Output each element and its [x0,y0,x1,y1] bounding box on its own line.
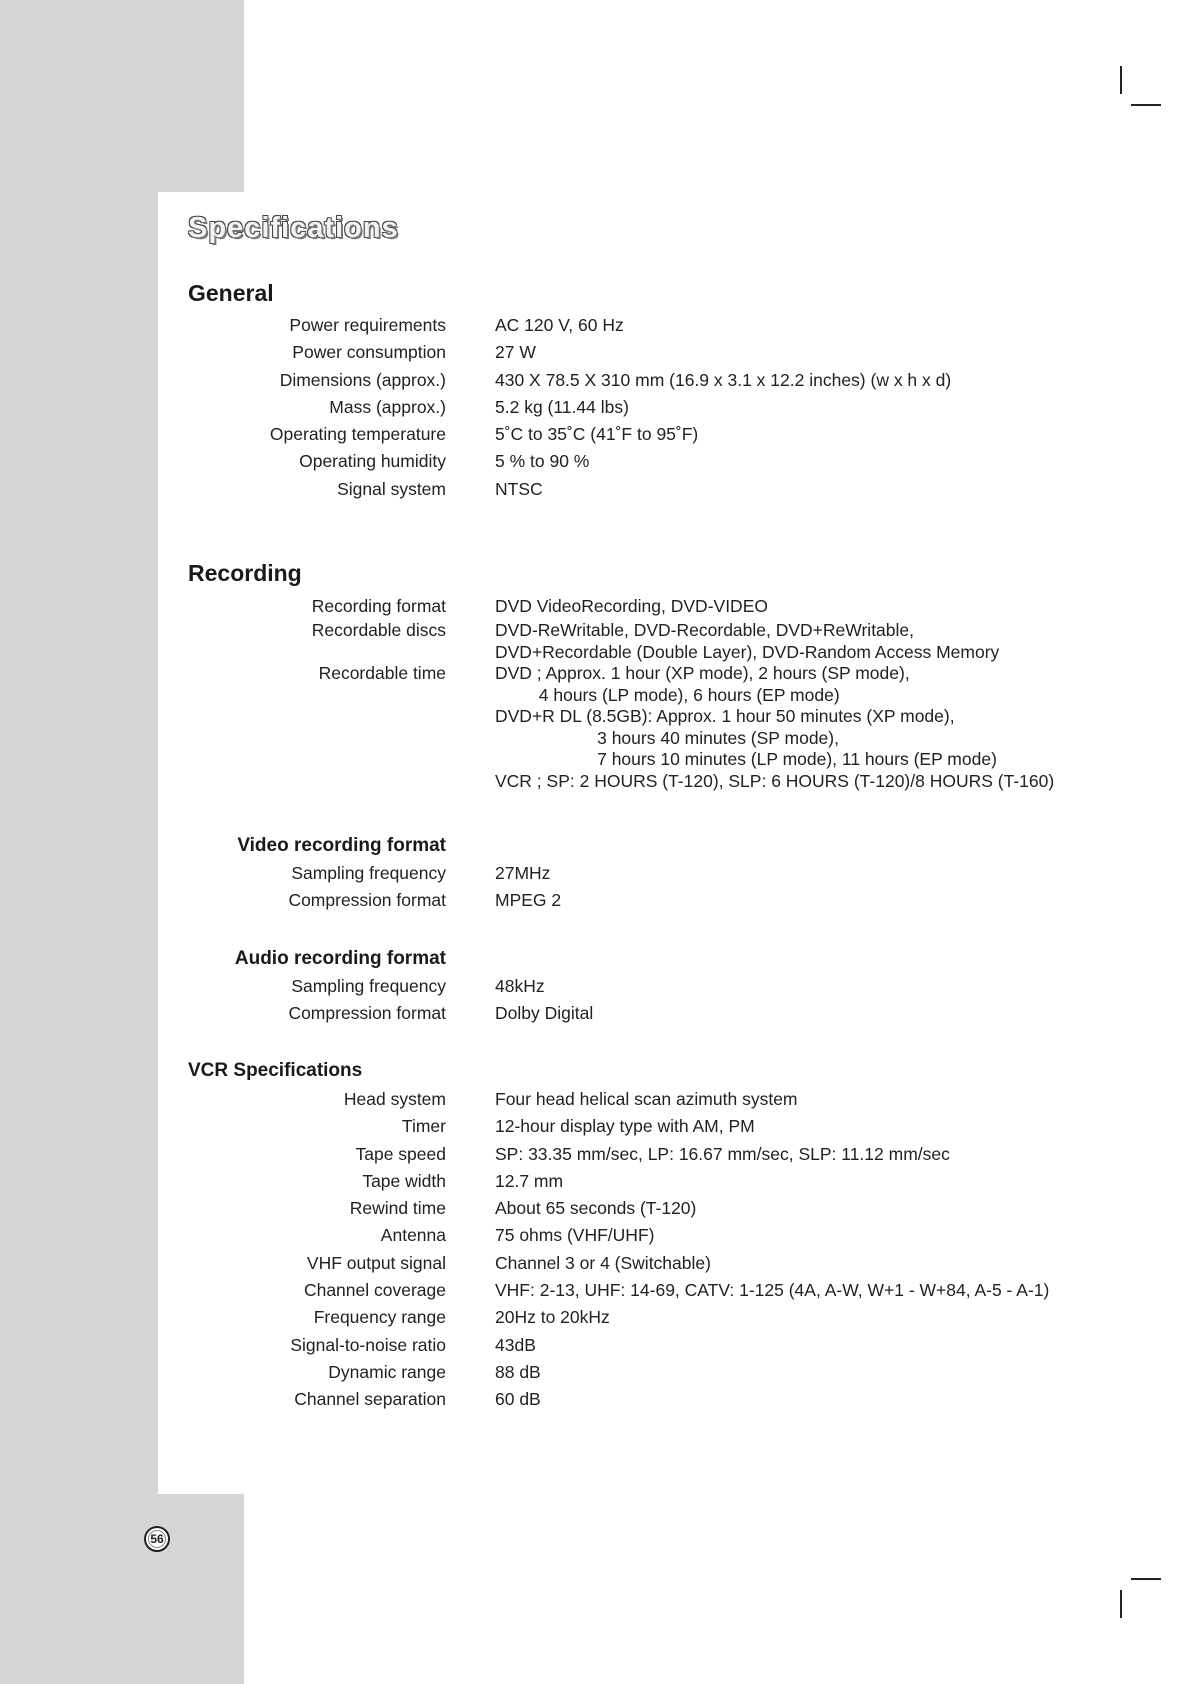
spec-label: Recordable discs [311,620,446,640]
vcr-specs-heading: VCR Specifications [188,1060,363,1081]
audio-format-heading: Audio recording format [234,948,446,969]
spec-value: 5˚C to 35˚C (41˚F to 95˚F) [495,424,699,445]
spec-row [188,728,1108,750]
spec-label: Head system [343,1089,446,1109]
spec-label-empty [188,728,495,750]
spec-label: Sampling frequency [291,863,446,883]
spec-value: 27MHz [495,863,551,883]
spec-row [188,1000,1108,1027]
spec-value: 20Hz to 20kHz [495,1307,610,1328]
spec-value: 5.2 kg (11.44 lbs) [495,396,629,417]
spec-row [188,1277,1108,1304]
vcr-specs [188,1086,1108,1414]
spec-label: Rewind time [349,1198,446,1219]
spec-label: Operating temperature [269,424,446,445]
spec-label: Compression format [288,1003,446,1024]
spec-label: Sampling frequency [291,976,446,996]
crop-mark-top-vertical [1120,66,1122,94]
spec-label: VHF output signal [306,1252,446,1273]
spec-row [188,1113,1108,1140]
spec-value: 48kHz [495,976,545,996]
spec-row [188,312,1108,339]
spec-label: Timer [401,1116,446,1137]
spec-row [188,663,1108,685]
spec-value: NTSC [495,478,543,499]
spec-row [188,860,1108,887]
spec-row [188,1304,1108,1331]
spec-row [188,1141,1108,1168]
spec-value: 60 dB [495,1389,541,1410]
spec-value: 12.7 mm [495,1170,564,1191]
spec-label: Recording format [311,596,446,616]
spec-row [188,1195,1108,1222]
spec-value: 75 ohms (VHF/UHF) [495,1225,655,1246]
audio-format-specs [188,945,1108,1028]
spec-label: Mass (approx.) [329,396,446,417]
spec-row [188,1332,1108,1359]
spec-value: 4 hours (LP mode), 6 hours (EP mode) [495,684,840,705]
crop-mark-top-horizontal [1131,104,1161,106]
spec-row [188,685,1108,707]
recording-specs [188,593,1108,792]
spec-value: DVD+Recordable (Double Layer), DVD-Random Access Memory [495,641,1000,662]
spec-label: Frequency range [313,1307,446,1328]
spec-row [188,593,1108,620]
spec-value: DVD-ReWritable, DVD-Recordable, DVD+ReWritable, [495,620,915,640]
spec-row [188,476,1108,503]
spec-row [188,771,1108,793]
spec-label: Tape width [362,1170,446,1191]
spec-value: 7 hours 10 minutes (LP mode), 11 hours (EP mode) [495,749,997,769]
spec-row [188,394,1108,421]
spec-value: DVD VideoRecording, DVD-VIDEO [495,596,768,616]
spec-row [188,706,1108,728]
spec-label: Dynamic range [328,1361,446,1382]
spec-value: DVD ; Approx. 1 hour (XP mode), 2 hours (SP mode), [495,663,910,683]
spec-value: VHF: 2-13, UHF: 14-69, CATV: 1-125 (4A, A-W, W+1 - W+84, A-5 - A-1) [495,1280,1050,1301]
spec-row [188,1359,1108,1386]
spec-value: AC 120 V, 60 Hz [495,315,624,335]
page-title: Specifications [188,212,399,244]
general-specs [188,312,1108,503]
video-format-heading: Video recording format [237,835,446,856]
video-format-specs [188,832,1108,915]
general-heading: General [188,280,274,306]
spec-value: 3 hours 40 minutes (SP mode), [495,727,839,748]
spec-row [188,339,1108,366]
spec-label-empty [188,749,495,771]
spec-label: Power requirements [289,315,446,335]
spec-value: 12-hour display type with AM, PM [495,1116,755,1137]
recording-heading: Recording [188,560,302,586]
page-number [144,1526,170,1552]
spec-value: Dolby Digital [495,1003,594,1024]
spec-label: Signal system [337,478,446,499]
spec-label: Channel coverage [303,1280,446,1301]
spec-label: Channel separation [294,1389,446,1410]
spec-value: 5 % to 90 % [495,451,590,472]
spec-value: 27 W [495,342,536,363]
spec-row [188,1250,1108,1277]
spec-label: Signal-to-noise ratio [290,1334,446,1355]
spec-label: Compression format [288,890,446,911]
page-number-text: 56 [150,1532,164,1546]
spec-value: Four head helical scan azimuth system [495,1089,798,1109]
spec-label-empty [188,771,495,793]
spec-row [188,973,1108,1000]
spec-label: Antenna [380,1225,446,1246]
spec-value: 43dB [495,1334,536,1355]
spec-row [188,749,1108,771]
spec-label: Dimensions (approx.) [279,369,446,390]
spec-row [188,1086,1108,1113]
spec-value: About 65 seconds (T-120) [495,1198,697,1219]
crop-mark-bottom-vertical [1120,1590,1122,1618]
spec-row [188,421,1108,448]
spec-row [188,1222,1108,1249]
spec-label: Recordable time [318,663,446,683]
spec-value: 430 X 78.5 X 310 mm (16.9 x 3.1 x 12.2 inches) (w x h x d) [495,369,952,390]
spec-label: Operating humidity [299,451,446,472]
spec-value: Channel 3 or 4 (Switchable) [495,1252,711,1273]
spec-row [188,642,1108,664]
spec-value: VCR ; SP: 2 HOURS (T-120), SLP: 6 HOURS (T-120)/8 HOURS (T-160) [495,770,1055,791]
spec-row [188,620,1108,642]
spec-label-empty [188,706,495,728]
crop-mark-bottom-horizontal [1131,1578,1161,1580]
spec-row [188,367,1108,394]
spec-value: SP: 33.35 mm/sec, LP: 16.67 mm/sec, SLP: 11.12 mm/sec [495,1143,950,1164]
spec-label: Power consumption [292,342,446,363]
spec-row [188,1168,1108,1195]
spec-row [188,887,1108,914]
spec-value: MPEG 2 [495,890,562,911]
spec-row [188,1386,1108,1413]
spec-label-empty [188,642,495,664]
spec-value: DVD+R DL (8.5GB): Approx. 1 hour 50 minutes (XP mode), [495,706,955,726]
spec-row [188,448,1108,475]
spec-label-empty [188,685,495,707]
spec-label: Tape speed [355,1143,446,1164]
spec-value: 88 dB [495,1361,541,1382]
